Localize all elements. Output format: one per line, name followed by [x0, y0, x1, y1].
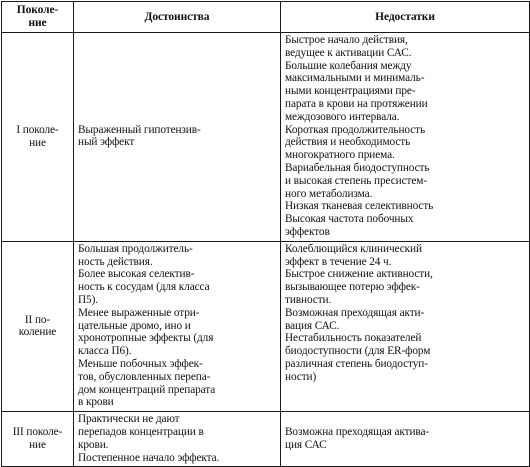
- text-line: Большие колебания между: [285, 59, 412, 72]
- text-line: и высокая степень пресистем-: [285, 174, 427, 187]
- header-generation: [2, 2, 74, 33]
- text-line: хронотропные эффекты (для: [78, 332, 214, 345]
- header-disadvantages: Недостатки: [281, 2, 530, 33]
- table-row: [2, 33, 530, 242]
- text-line: ведущее к активации САС.: [285, 46, 412, 59]
- text-line: тивности.: [285, 293, 332, 306]
- text-line: парата в крови на протяжении: [285, 97, 428, 110]
- text-line: класса П6).: [78, 345, 132, 358]
- generation-cell: [2, 412, 74, 467]
- disadvantage-item: [285, 200, 525, 213]
- text-line: ция САС: [285, 438, 327, 451]
- text-line: Практически не дают: [78, 413, 180, 426]
- text-line: Короткая продолжительность: [285, 123, 426, 136]
- text-line: Низкая тканевая селективность: [285, 200, 434, 213]
- table-row: [2, 241, 530, 411]
- advantage-item: [78, 452, 276, 465]
- text-line: П5).: [78, 293, 98, 306]
- text-line: Колеблющийся клинический: [285, 242, 422, 255]
- advantage-item: [78, 307, 276, 358]
- disadvantages-cell: [281, 412, 530, 467]
- text-line: Нестабильность показателей: [285, 332, 422, 345]
- advantages-cell: [74, 412, 281, 467]
- generation-line: II по-: [24, 313, 51, 326]
- generation-line: коление: [18, 326, 57, 339]
- table-row: [2, 412, 530, 467]
- text-line: Выраженный гипотензив-: [78, 123, 201, 136]
- text-line: эффектов: [285, 225, 330, 238]
- text-line: эффект в течение 24 ч.: [285, 255, 392, 268]
- advantage-item: [78, 413, 276, 451]
- disadvantage-item: [285, 162, 525, 200]
- disadvantage-item: [285, 243, 525, 269]
- text-line: Быстрое снижение активности,: [285, 268, 433, 281]
- text-line: ными концентрациями пре-: [285, 85, 416, 98]
- text-line: в крови: [78, 396, 114, 409]
- disadvantage-item: [285, 60, 525, 124]
- header-generation-line: ние: [28, 17, 47, 29]
- text-line: Постепенное начало эффекта.: [78, 451, 220, 464]
- text-line: ного метаболизма.: [285, 187, 373, 200]
- generation-line: I поколе-: [16, 124, 59, 137]
- text-line: максимальными и минималь-: [285, 72, 425, 85]
- disadvantage-item: [285, 332, 525, 383]
- advantage-item: [78, 358, 276, 409]
- text-line: вация САС.: [285, 319, 340, 332]
- text-line: биодоступности (для ER-форм: [285, 345, 431, 358]
- text-line: дом концентраций препарата: [78, 383, 216, 396]
- text-line: Быстрое начало действия,: [285, 34, 408, 46]
- advantage-item: [78, 268, 276, 306]
- text-line: вызывающее потерю эффек-: [285, 281, 420, 294]
- text-line: Большая продолжитель-: [78, 242, 193, 255]
- disadvantage-item: [285, 268, 525, 306]
- text-line: крови.: [78, 438, 109, 451]
- disadvantage-item: [285, 213, 525, 239]
- generation-cell: [2, 241, 74, 411]
- comparison-table: [1, 1, 530, 467]
- text-line: Меньше побочных эффек-: [78, 357, 203, 370]
- text-line: действия и необходимость: [285, 136, 411, 149]
- text-line: цательные дромо, ино и: [78, 319, 191, 332]
- advantage-item: [78, 124, 276, 150]
- text-line: различная степень биодоступ-: [285, 357, 428, 370]
- header-generation-line: Поколе-: [16, 4, 59, 16]
- disadvantages-cell: [281, 33, 530, 242]
- advantages-cell: [74, 241, 281, 411]
- disadvantage-item: [285, 307, 525, 333]
- text-line: ность действия.: [78, 255, 153, 268]
- disadvantage-item: [285, 124, 525, 162]
- generation-line: ние: [29, 136, 46, 149]
- advantages-cell: [74, 33, 281, 242]
- disadvantages-cell: [281, 241, 530, 411]
- text-line: Менее выраженные отри-: [78, 306, 200, 319]
- text-line: перепадов концентрации в: [78, 425, 204, 438]
- text-line: Высокая частота побочных: [285, 213, 414, 226]
- text-line: Вариабельная биодоступность: [285, 161, 430, 174]
- disadvantage-item: [285, 34, 525, 60]
- text-line: Более высокая селектив-: [78, 268, 195, 281]
- disadvantage-item: [285, 426, 525, 452]
- text-line: тов, обусловленных перепа-: [78, 370, 211, 383]
- advantage-item: [78, 243, 276, 269]
- text-line: ный эффект: [78, 136, 135, 149]
- text-line: ности): [285, 370, 317, 383]
- text-line: Возможная преходящая акти-: [285, 306, 425, 319]
- generation-line: III поколе-: [12, 426, 63, 439]
- text-line: междозового интервала.: [285, 110, 400, 123]
- text-line: Возможна преходящая актива-: [285, 425, 430, 438]
- generation-cell: [2, 33, 74, 242]
- text-line: многократного приема.: [285, 149, 395, 162]
- text-line: ность к сосудам (для класса: [78, 281, 210, 294]
- header-advantages: Достоинства: [74, 2, 281, 33]
- header-row: [2, 2, 530, 33]
- generation-line: ние: [29, 439, 46, 452]
